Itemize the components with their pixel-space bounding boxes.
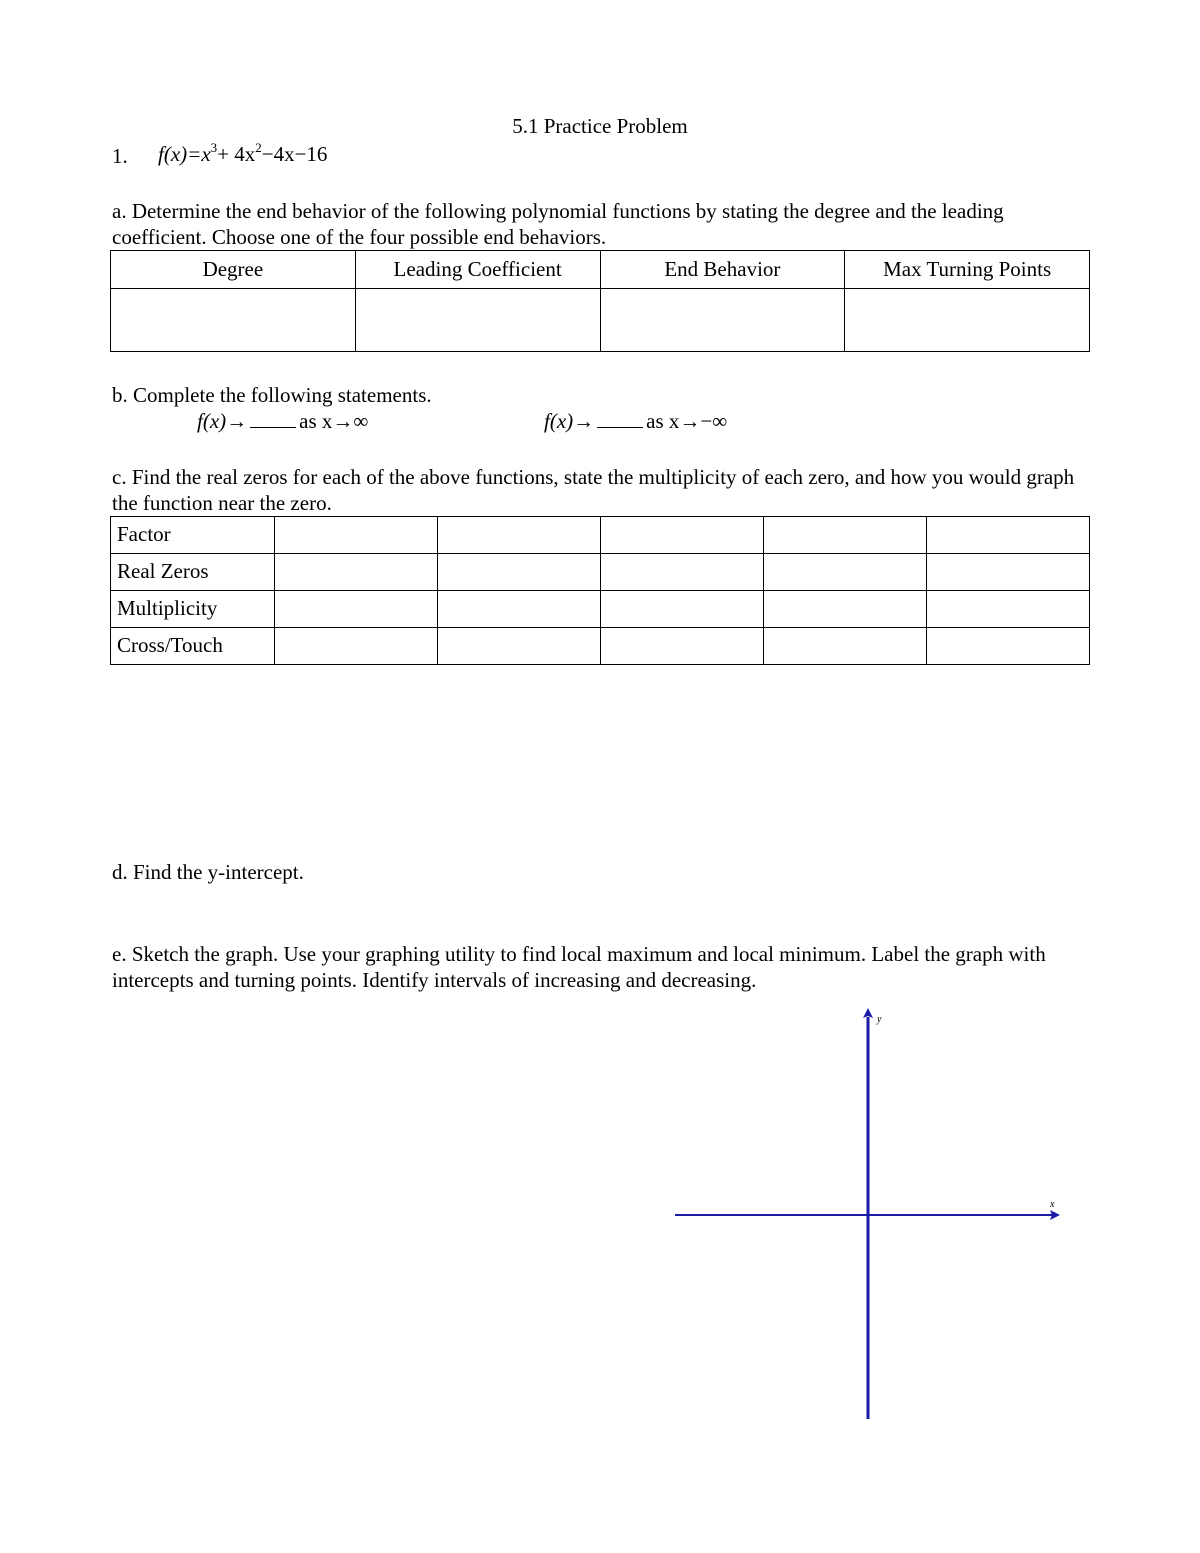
statement2-lhs: f(x)→: [544, 409, 595, 433]
answer-cell[interactable]: [764, 517, 927, 554]
statement1-lhs: f(x)→: [197, 409, 248, 433]
answer-cell-leading-coefficient[interactable]: [355, 289, 600, 352]
answer-cell[interactable]: [601, 591, 764, 628]
answer-cell[interactable]: [764, 591, 927, 628]
answer-cell[interactable]: [275, 554, 438, 591]
function-exponent-2: 2: [255, 140, 262, 155]
part-e-instructions: e. Sketch the graph. Use your graphing utility to find local maximum and local minimum. Label the graph with intercepts and turning points. Identify intervals of increasing and decreasing.: [112, 942, 1046, 992]
x-axis-label: x: [1050, 1199, 1055, 1210]
statement1-blank[interactable]: [250, 411, 296, 428]
answer-cell[interactable]: [601, 517, 764, 554]
answer-cell-end-behavior[interactable]: [600, 289, 845, 352]
answer-cell[interactable]: [927, 628, 1090, 665]
page-title: 5.1 Practice Problem: [512, 114, 688, 138]
function-exponent-3: 3: [210, 140, 218, 155]
answer-cell[interactable]: [275, 517, 438, 554]
header-end-behavior: End Behavior: [600, 251, 845, 289]
statement-negative-infinity: [544, 409, 727, 435]
table-row: [111, 554, 1090, 591]
coordinate-axes[interactable]: [670, 1005, 1070, 1425]
header-degree: Degree: [111, 251, 356, 289]
answer-cell[interactable]: [438, 554, 601, 591]
statement-positive-infinity: [197, 409, 368, 435]
part-d-instructions: d. Find the y-intercept.: [112, 860, 304, 884]
y-axis-label: y: [877, 1014, 882, 1025]
row-label-real-zeros: Real Zeros: [111, 554, 275, 591]
answer-cell[interactable]: [438, 591, 601, 628]
zeros-table: [110, 516, 1090, 665]
answer-cell-degree[interactable]: [111, 289, 356, 352]
answer-cell[interactable]: [275, 628, 438, 665]
statement2-rhs: as x→−∞: [646, 409, 728, 433]
answer-cell[interactable]: [764, 554, 927, 591]
y-axis-arrowhead: [863, 1008, 873, 1018]
statement1-rhs: as x→∞: [299, 409, 369, 433]
table-row: [111, 591, 1090, 628]
function-mid: + 4x: [217, 142, 256, 166]
row-label-factor: Factor: [111, 517, 275, 554]
answer-cell[interactable]: [927, 591, 1090, 628]
answer-cell[interactable]: [764, 628, 927, 665]
answer-cell[interactable]: [438, 517, 601, 554]
answer-cell[interactable]: [601, 554, 764, 591]
part-b-instructions: b. Complete the following statements.: [112, 383, 432, 407]
problem-function: [158, 142, 327, 168]
header-leading-coefficient: Leading Coefficient: [355, 251, 600, 289]
table-row: [111, 628, 1090, 665]
row-label-multiplicity: Multiplicity: [111, 591, 275, 628]
part-a-instructions: a. Determine the end behavior of the following polynomial functions by stating the degree and the leading coefficient. Choose one of the four possible end behaviors.: [112, 199, 1004, 249]
function-rest: −4x−16: [261, 142, 328, 166]
problem-number: 1.: [112, 144, 128, 168]
header-max-turning-points: Max Turning Points: [845, 251, 1090, 289]
answer-cell[interactable]: [927, 517, 1090, 554]
answer-cell[interactable]: [275, 591, 438, 628]
part-c-instructions: c. Find the real zeros for each of the above functions, state the multiplicity of each zero, and how you would graph the function near the zero.: [112, 465, 1075, 515]
end-behavior-table: [110, 250, 1090, 352]
answer-cell-max-turning-points[interactable]: [845, 289, 1090, 352]
row-label-cross-touch: Cross/Touch: [111, 628, 275, 665]
answer-cell[interactable]: [601, 628, 764, 665]
function-lhs: f(x)=x: [158, 142, 211, 166]
answer-cell[interactable]: [438, 628, 601, 665]
table-row: [111, 517, 1090, 554]
statement2-blank[interactable]: [597, 411, 643, 428]
answer-cell[interactable]: [927, 554, 1090, 591]
